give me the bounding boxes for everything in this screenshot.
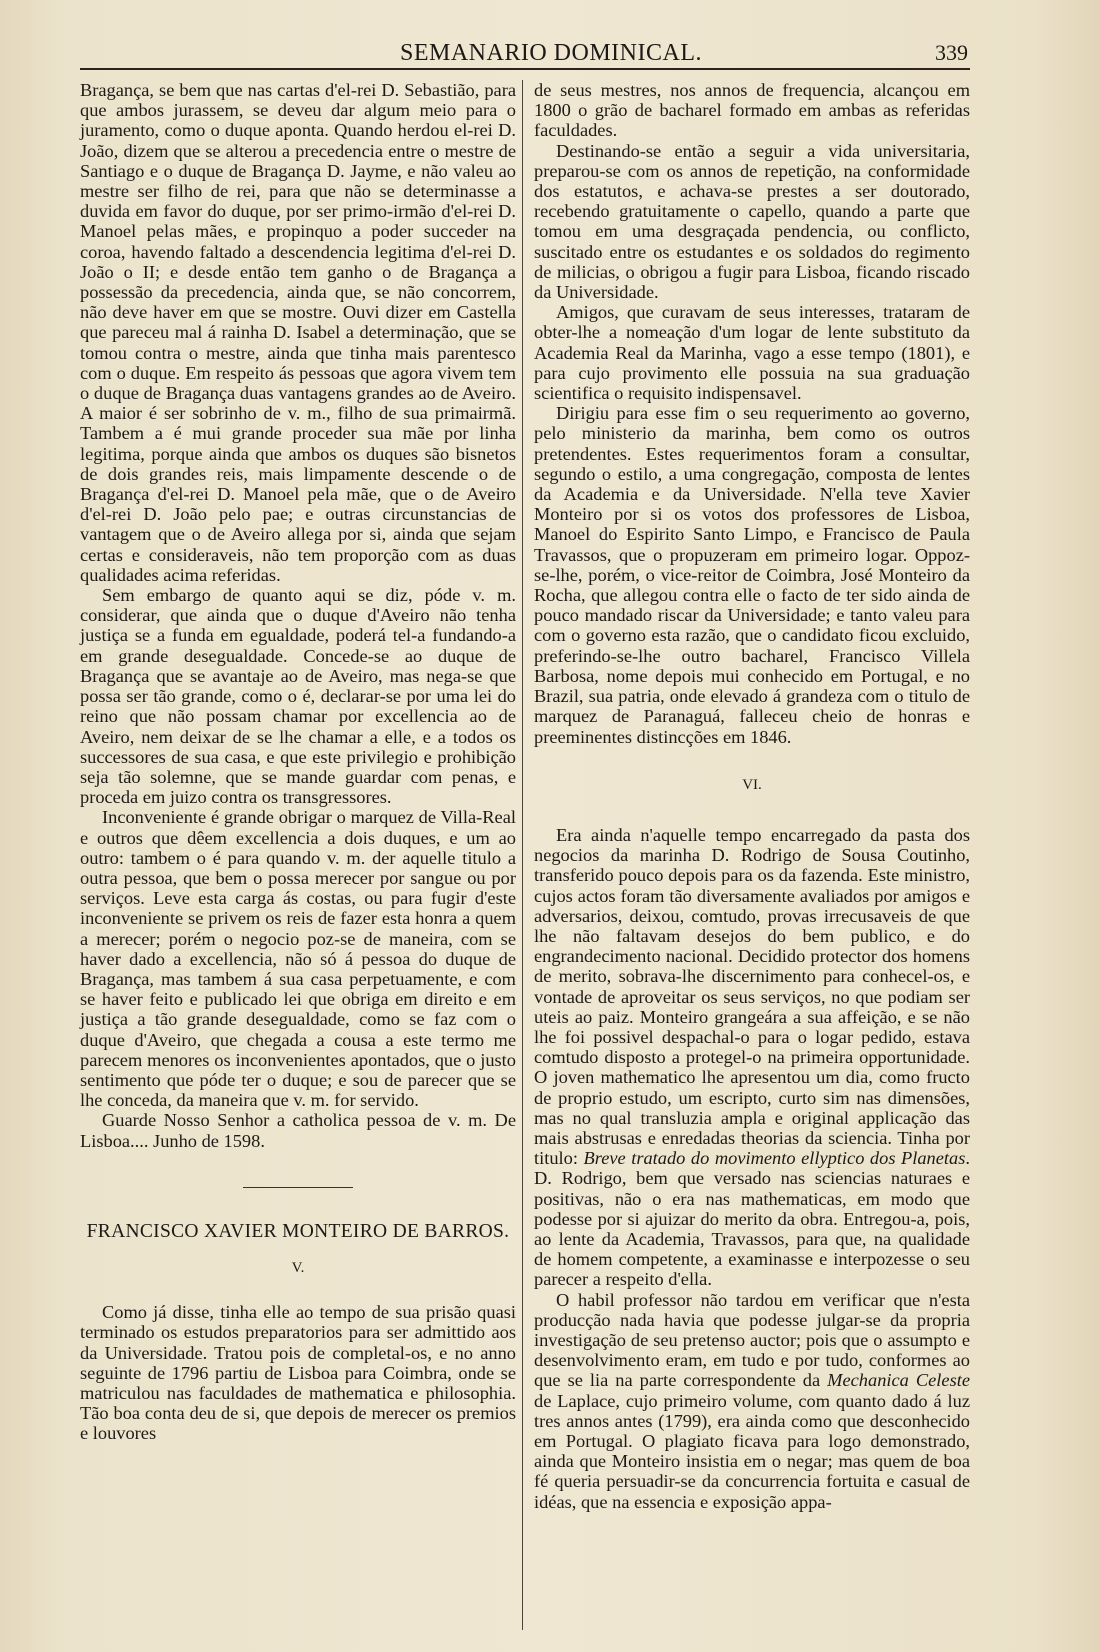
signoff: Guarde Nosso Senhor a catholica pessoa de v. m. De Lisboa.... Junho de 1598. [80, 1110, 516, 1151]
running-title: SEMANARIO DOMINICAL. [400, 40, 702, 66]
book-title: Mechanica Celeste [827, 1370, 970, 1391]
paragraph: Bragança, se bem que nas cartas d'el-rei D. Sebastião, para que ambos jurassem, se deveu dar algum meio para o juramento, como o duque aponta. Quando herdou el-rei D. João, dizem que se alterou a precedencia entre o mestre de Santiago e o duque de Bragança D. Jayme, e não valeu ao mestre ser filho de rei, para que não se determinasse a duvida em favor do duque, por ser primo-irmão d'el-rei D. Manoel pelas mães, e propinquo a poder succeder na coroa, havendo faltado a descendencia legitima d'el-rei D. João o II; e desde então tem ganho o de Bragança a possessão da precedencia, ainda que, se não concorrem, não deve haver em que se mostre. Ouvi dizer em Castella que pareceu mal á rainha D. Isabel a determinação, que se tomou contra o mestre, ainda que tinha mais parentesco com o duque. Em respeito ás pessoas que agora vivem tem o duque de Bragança duas vantagens grandes ao de Aveiro. A maior é ser sobrinho de v. m., filho de sua primairmã. Tambem a é mui grande proceder sua mãe por linha legitima, porque ainda que ambos os duques são bisnetos de dois grandes reis, mais limpamente descende o de Bragança d'el-rei D. Manoel pela mãe, que o de Aveiro d'el-rei D. João pelo pae; e outras circunstancias de vantagem que o de Aveiro allega por si, ainda que sejam certas e consideraveis, não tem proporção com as duas qualidades acima referidas. [80, 80, 516, 585]
section-numeral-v: V. [291, 1259, 305, 1276]
paragraph [534, 825, 970, 1290]
text-run: . D. Rodrigo, bem que versado nas sciencias naturaes e positivas, não o era nas mathematicas, em modo que podesse por si ajuizar do merito da obra. Entregou-a, pois, ao lente da Academia, Travassos, para que, na qualidade de homem competente, a examinasse e interpozesse o seu parecer a respeito d'ella. [534, 1148, 970, 1290]
left-column [80, 80, 516, 1444]
text-run: de Laplace, cujo primeiro volume, com quanto dado á luz tres annos antes (1799), era ainda como que desconhecido em Portugal. O plagiato ficava para logo demonstrado, ainda que Monteiro insistia em o negar; mas quem de boa fé queria persuadir-se da concurrencia fortuita e casual de idéas, que na essencia e exposição appa- [534, 1390, 970, 1512]
paragraph: Como já disse, tinha elle ao tempo de sua prisão quasi terminado os estudos preparatorios para ser admittido aos da Universidade. Tratou pois de completal-os, e no anno seguinte de 1796 partiu de Lisboa para Coimbra, onde se matriculou nas faculdades de mathematica e philosophia. Tão boa conta deu de si, que depois de merecer os premios e louvores [80, 1302, 516, 1444]
paragraph: Sem embargo de quanto aqui se diz, póde v. m. considerar, que ainda que o duque d'Aveiro não tenha justiça se a funda em egualdade, poderá tel-a fundando-a em grande desegualdade. Concede-se ao duque de Bragança que se avantaje ao de Aveiro, mas nega-se que possa ser tão grande, como o é, declarar-se por uma lei do reino que não possam chamar por excellencia ao de Aveiro, nem deixar de se lhe chamar a elle, e a todos os successores de sua casa, e que este privilegio e prohibição seja tão solemne, que se mande guardar com penas, e proceda em juizo contra os transgressores. [80, 585, 516, 808]
running-head [0, 36, 1100, 70]
paragraph: Inconveniente é grande obrigar o marquez de Villa-Real e outros que dêem excellencia a dois duques, e um ao outro: tambem o é para quando v. m. der aquelle titulo a outra pessoa, que bem o possa merecer por sangue ou por serviços. Leve esta carga ás costas, ou para fugir d'este inconveniente se privem os reis de fazer esta honra a quem a merecer; porém o negocio poz-se de maneira, com se haver dado a excellencia, não só á pessoa do duque de Bragança, mas tambem á sua casa perpetuamente, e com se haver feito e publicado lei que obriga em direito e em justiça a tão grande desegualdade, como se faz com o duque d'Aveiro, que chegada a cousa a este termo me parecem menores os inconvenientes apontados, que o justo sentimento que póde ter o duque; e sou de parecer que se lhe conceda, da maneira que v. m. for servido. [80, 807, 516, 1111]
section-divider [243, 1187, 353, 1188]
paragraph: Dirigiu para esse fim o seu requerimento ao governo, pelo ministerio da marinha, bem como os outros pretendentes. Estes requerimentos foram a consultar, segundo o estilo, a uma congregação, composta de lentes da Academia e da Universidade. N'ella teve Xavier Monteiro por si os votos dos professores de Lisboa, Manoel do Espirito Santo Limpo, e Francisco de Paula Travassos, que o propuzeram em primeiro logar. Oppoz-se-lhe, porém, o vice-reitor de Coimbra, José Monteiro da Rocha, que allegou contra elle o facto de ter sido ainda de pouco mandado riscar da Universidade; e tanto valeu para com o governo esta razão, que o candidato ficou excluido, preferindo-se-lhe outro bacharel, Francisco Villela Barbosa, nome depois mui conhecido em Portugal, e no Brazil, sua patria, onde elevado á grandeza com o titulo de marquez de Paranaguá, falleceu cheio de honras e preeminentes distincções em 1846. [534, 403, 970, 747]
paragraph [534, 1290, 970, 1512]
book-title: Breve tratado do movimento ellyptico dos Planetas [583, 1148, 966, 1169]
paragraph: Amigos, que curavam de seus interesses, trataram de obter-lhe a nomeação d'um logar de lente substituto da Academia Real da Marinha, vago a esse tempo (1801), e para cujo provimento elle possuia na sua graduação scientifica o requisito indispensavel. [534, 302, 970, 404]
header-rule [80, 68, 970, 70]
right-column [534, 80, 970, 1512]
article-title: FRANCISCO XAVIER MONTEIRO DE BARROS. [86, 1220, 510, 1242]
paragraph: Destinando-se então a seguir a vida universitaria, preparou-se com os annos de repetição, na conformidade dos estatutos, e achava-se prestes a ser doutorado, recebendo gratuitamente o capello, quando a parte que tomou em uma desgraçada pendencia, ou conflicto, suscitado entre os estudantes e os soldados do regimento de milicias, o obrigou a fugir para Lisboa, ficando riscado da Universidade. [534, 140, 970, 303]
paragraph: de seus mestres, nos annos de frequencia, alcançou em 1800 o grão de bacharel formado em ambas as referidas faculdades. [534, 80, 970, 141]
text-run: O habil professor não tardou em verificar que n'esta producção nada havia que podesse julgar-se da propria investigação de seu pretenso auctor; pois que o assumpto e desenvolvimento eram, em tudo e por tudo, conformes ao que se lia na parte correspondente da [534, 1289, 970, 1391]
section-numeral-vi: VI. [742, 776, 762, 793]
column-divider [522, 80, 523, 1630]
page-number: 339 [935, 40, 968, 65]
text-run: Era ainda n'aquelle tempo encarregado da pasta dos negocios da marinha D. Rodrigo de Sousa Coutinho, transferido pouco depois para os da fazenda. Este ministro, cujos actos foram tão diversamente avaliados por amigos e adversarios, deixou, comtudo, provas irrecusaveis de que lhe não faltavam desejos do bem publico, e do engrandecimento nacional. Decidido protector dos homens de merito, sobrava-lhe discernimento para conhecel-os, e vontade de aproveitar os seus serviços, no que podiam ser uteis ao paiz. Monteiro grangeára a sua affeição, e se não lhe foi possivel despachal-o para o logar pedido, estava comtudo disposto a protegel-o na primeira opportunidade. O joven mathematico lhe apresentou um dia, como fructo de proprio estudo, um escripto, curto sim nas dimensões, mas no qual transluzia ampla e original applicação das mais abstrusas e enredadas theorias da sciencia. Tinha por titulo: [534, 824, 970, 1169]
